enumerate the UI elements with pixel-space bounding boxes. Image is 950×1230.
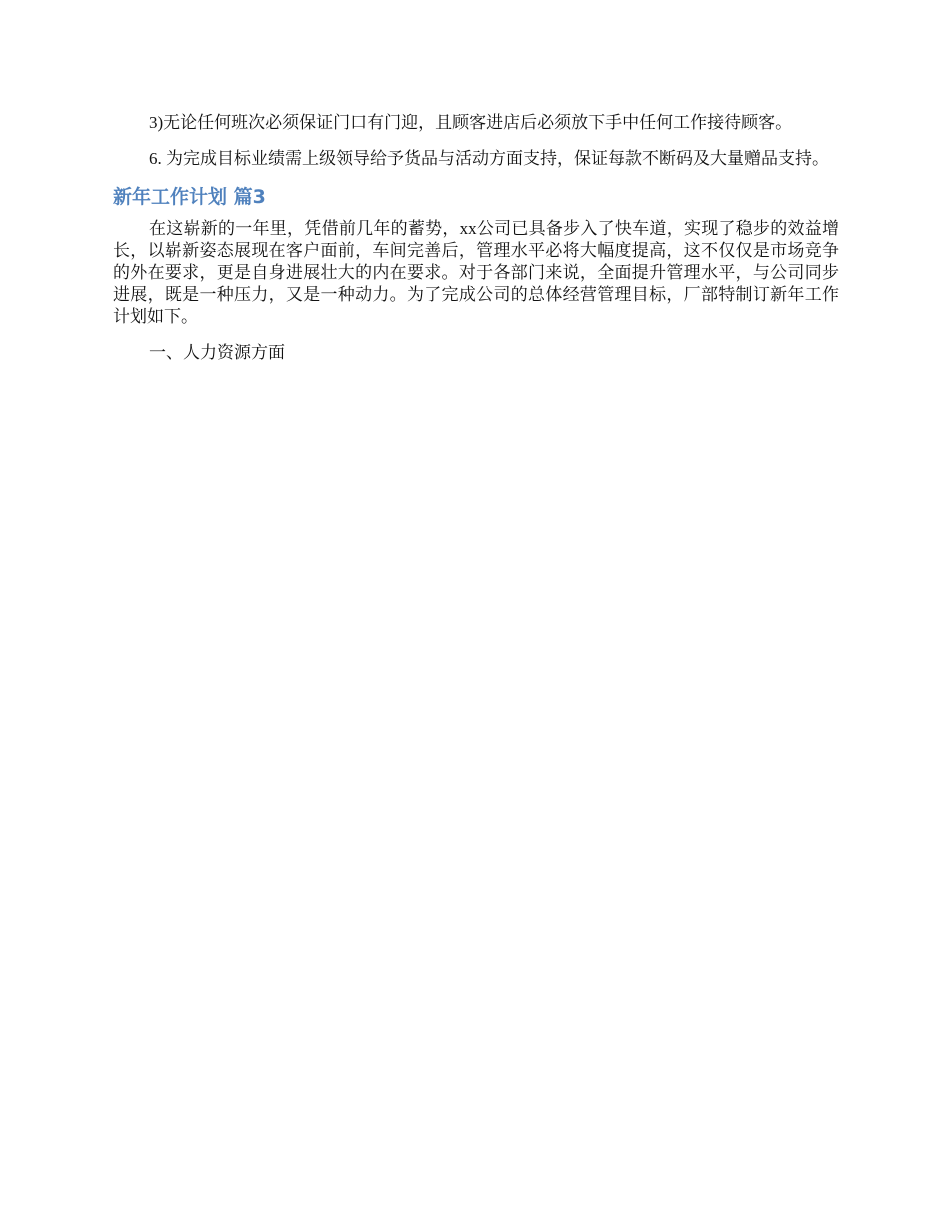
paragraph-support-request: 6. 为完成目标业绩需上级领导给予货品与活动方面支持，保证每款不断码及大量赠品支持。: [149, 149, 829, 168]
paragraph-intro: 在这崭新的一年里，凭借前几年的蓄势，xx公司已具备步入了快车道，实现了稳步的效益增长，以崭新姿态展现在客户面前，车间完善后，管理水平必将大幅度提高，这不仅仅是市场竞争的外在要求，更是自身进展壮大的内在要求。对于各部门来说，全面提升管理水平，与公司同步进展，既是一种压力，又是一种动力。为了完成公司的总体经营管理目标，厂部特制订新年工作计划如下。: [113, 219, 839, 326]
document-content: [113, 112, 839, 378]
section-heading: 新年工作计划 篇3: [113, 186, 266, 208]
paragraph-hr-section: 一、人力资源方面: [149, 343, 285, 362]
paragraph-door-greeter: 3)无论任何班次必须保证门口有门迎，且顾客进店后必须放下手中任何工作接待顾客。: [149, 113, 793, 132]
